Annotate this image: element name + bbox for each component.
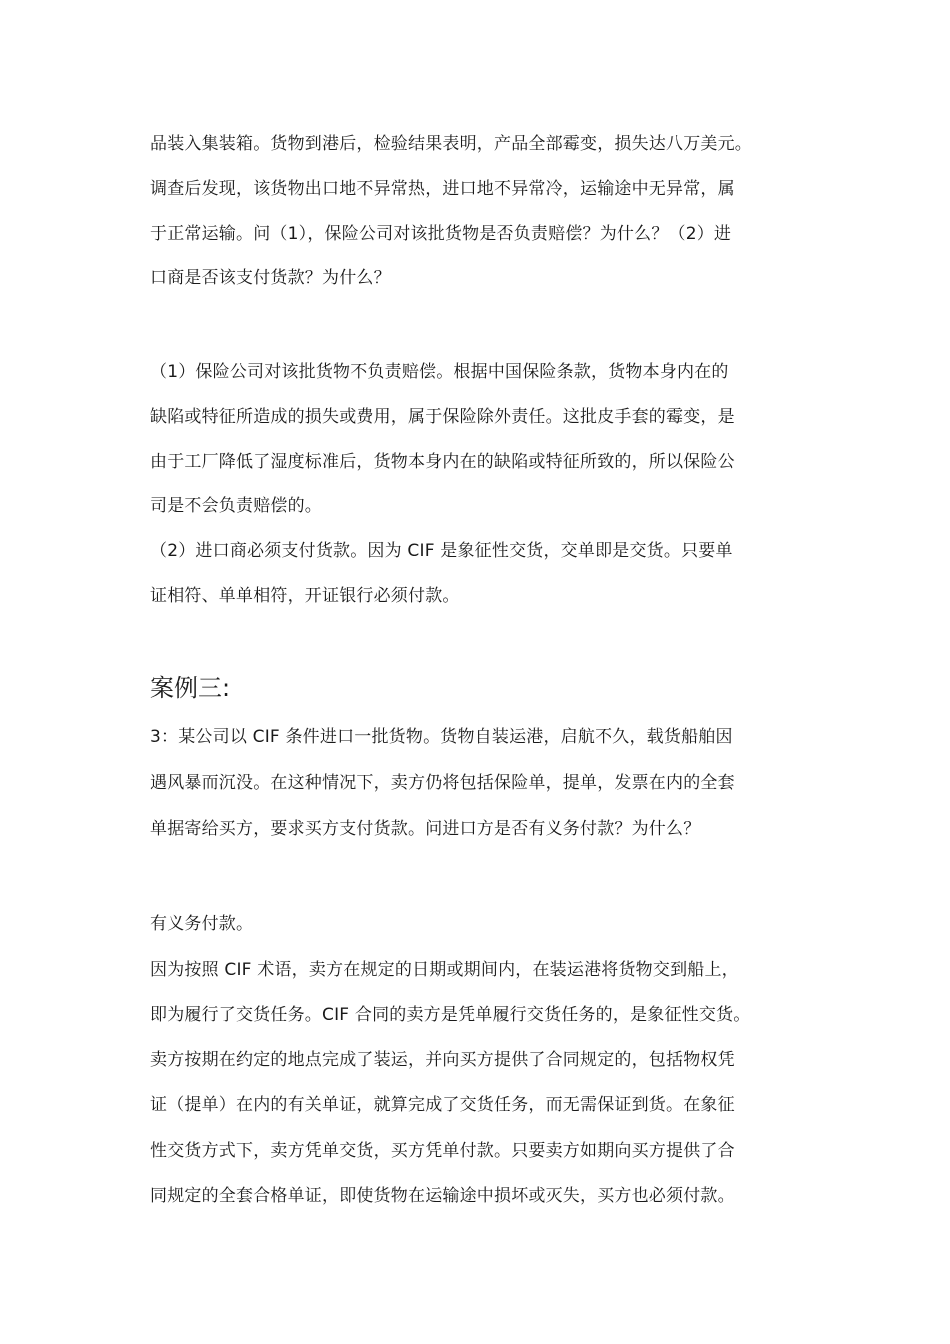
case3-answer-line: 即为履行了交货任务。CIF 合同的卖方是凭单履行交货任务的，是象征性交货。 <box>150 1005 751 1025</box>
case3-heading: 案例三: <box>150 674 231 702</box>
case2-answer2-line: （2）进口商必须支付货款。因为 CIF 是象征性交货，交单即是交货。只要单 <box>150 541 733 561</box>
case2-question-line: 口商是否该支付货款？为什么？ <box>150 268 391 288</box>
case2-answer1-line: 司是不会负责赔偿的。 <box>150 496 322 516</box>
case3-answer-line: 有义务付款。 <box>150 914 254 934</box>
case3-answer-line: 证（提单）在内的有关单证，就算完成了交货任务，而无需保证到货。在象征 <box>150 1095 735 1115</box>
case3-question-line: 单据寄给买方，要求买方支付货款。问进口方是否有义务付款？为什么？ <box>150 819 701 839</box>
case2-answer2-line: 证相符、单单相符，开证银行必须付款。 <box>150 586 460 606</box>
case2-question-line: 于正常运输。问（1），保险公司对该批货物是否负责赔偿？为什么？（2）进 <box>150 224 732 244</box>
case2-answer1-line: （1）保险公司对该批货物不负责赔偿。根据中国保险条款，货物本身内在的 <box>150 362 729 382</box>
case2-question-line: 调查后发现，该货物出口地不异常热，进口地不异常冷，运输途中无异常，属 <box>150 179 735 199</box>
case3-answer-line: 性交货方式下，卖方凭单交货，买方凭单付款。只要卖方如期向买方提供了合 <box>150 1141 735 1161</box>
case3-question-line: 遇风暴而沉没。在这种情况下，卖方仍将包括保险单，提单，发票在内的全套 <box>150 773 735 793</box>
case3-answer-line: 同规定的全套合格单证，即使货物在运输途中损坏或灭失，买方也必须付款。 <box>150 1186 735 1206</box>
case3-answer-line: 卖方按期在约定的地点完成了装运，并向买方提供了合同规定的，包括物权凭 <box>150 1050 735 1070</box>
case3-answer-line: 因为按照 CIF 术语，卖方在规定的日期或期间内，在装运港将货物交到船上， <box>150 960 739 980</box>
case2-answer1-line: 缺陷或特征所造成的损失或费用，属于保险除外责任。这批皮手套的霉变，是 <box>150 407 735 427</box>
case3-question-line: 3：某公司以 CIF 条件进口一批货物。货物自装运港，启航不久，载货船舶因 <box>150 727 733 747</box>
case2-question-line: 品装入集装箱。货物到港后，检验结果表明，产品全部霉变，损失达八万美元。 <box>150 134 752 154</box>
case2-answer1-line: 由于工厂降低了湿度标准后，货物本身内在的缺陷或特征所致的，所以保险公 <box>150 452 735 472</box>
